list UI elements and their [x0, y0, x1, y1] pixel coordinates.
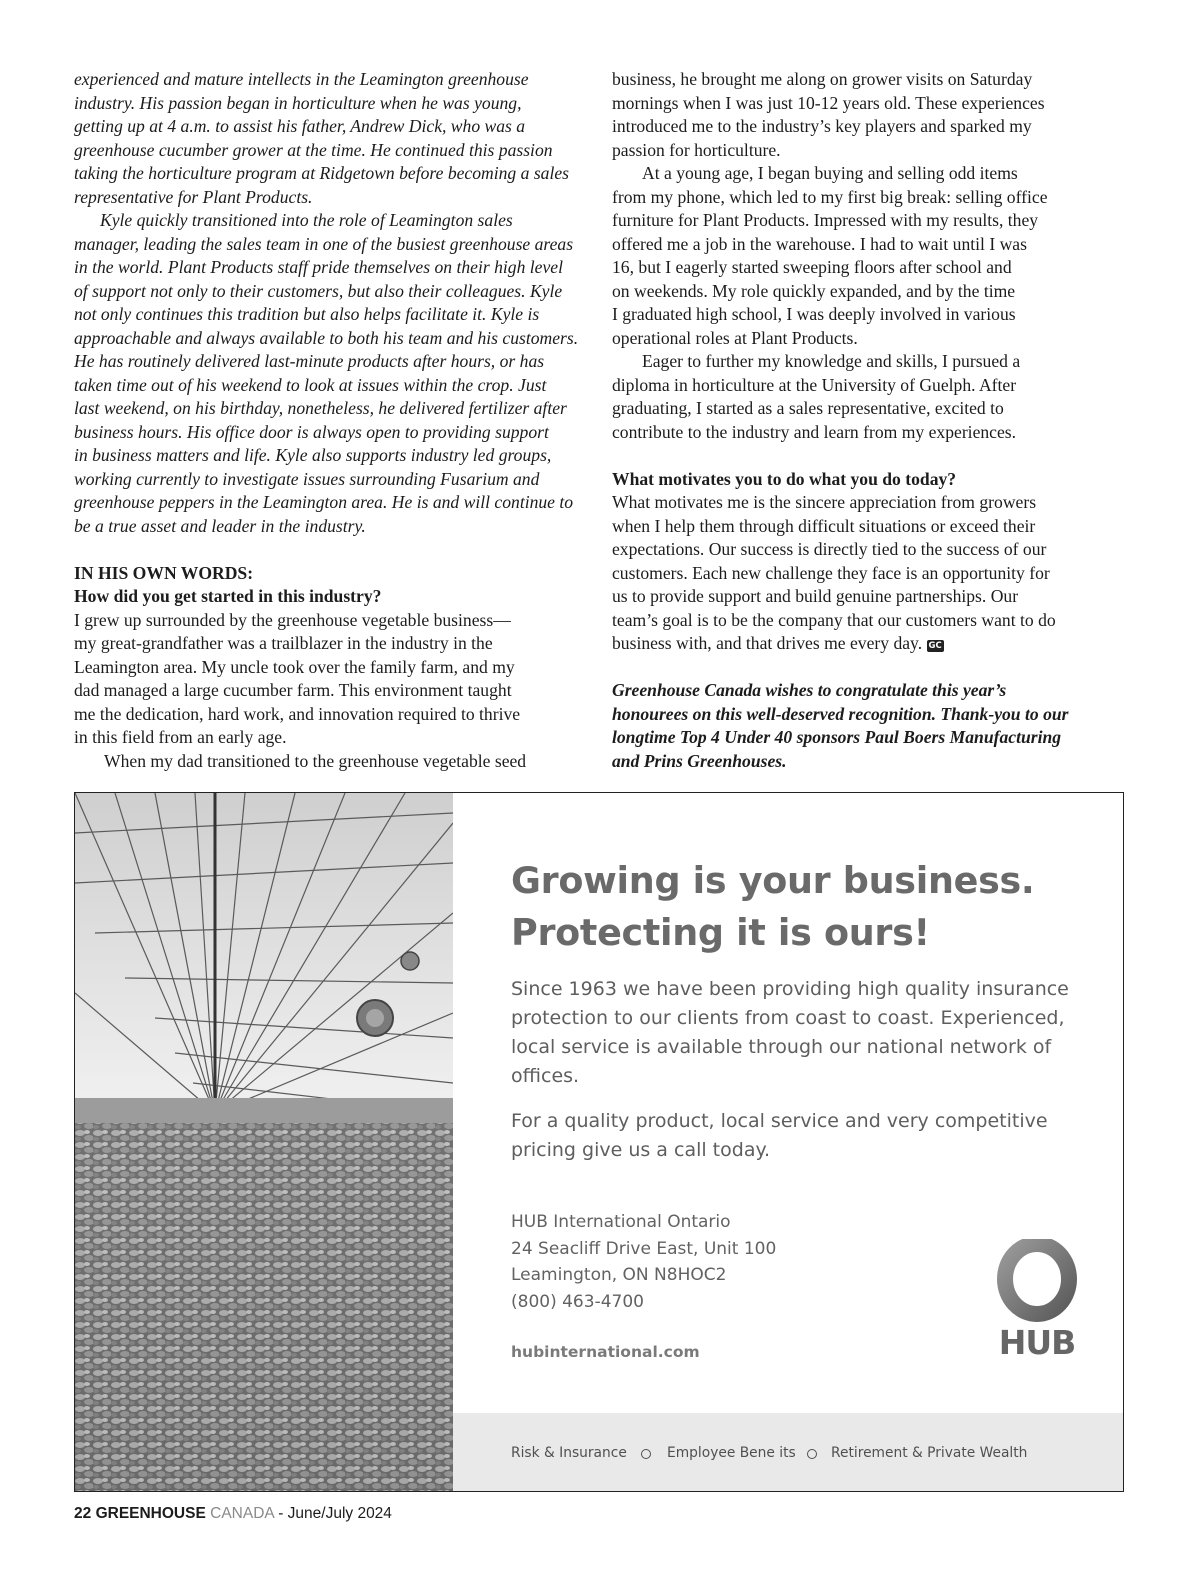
service-risk-insurance: Risk & Insurance [511, 1445, 627, 1461]
issue-date: - June/July 2024 [278, 1505, 392, 1522]
text-line: team’s goal is to be the company that our customers want to do [612, 609, 1056, 630]
text-line: offered me a job in the warehouse. I had to wait until I was [612, 233, 1027, 254]
text-line: At a young age, I began buying and selling odd items [642, 163, 1018, 183]
greenhouse-photo [75, 793, 453, 1492]
text-line: industry. His passion began in horticulture when he was young, [74, 92, 522, 113]
text-line: dad managed a large cucumber farm. This environment taught [74, 680, 512, 700]
ad-body [511, 975, 1111, 1165]
text-line: What motivates me is the sincere appreciation from growers [612, 492, 1037, 512]
text-line: manager, leading the sales team in one of the busiest greenhouse areas [74, 233, 574, 254]
text-line: He has routinely delivered last-minute products after hours, or has [74, 351, 545, 371]
text-line: in the world. Plant Products staff pride themselves on their high level [74, 257, 563, 277]
text-line: I graduated high school, I was deeply involved in various [612, 304, 1016, 324]
text-line: longtime Top 4 Under 40 sponsors Paul Boers Manufacturing [612, 727, 1062, 747]
text-line: customers. Each new challenge they face is an opportunity for [612, 562, 1050, 583]
page-number: 22 [74, 1505, 92, 1522]
text-line: Kyle quickly transitioned into the role of Leamington sales [100, 210, 513, 230]
text-line: last weekend, on his birthday, nonetheless, he delivered fertilizer after [74, 398, 567, 418]
hub-advertisement [74, 792, 1124, 1492]
phone-number: (800) 463-4700 [511, 1291, 644, 1312]
text-line: approachable and always available to both his team and his customers. [74, 327, 579, 348]
text-line: 16, but I eagerly started sweeping floors after school and [612, 257, 1012, 277]
interview-answer-1-continued [612, 68, 1126, 162]
text-line: representative for Plant Products. [74, 186, 313, 207]
text-line: taken time out of his weekend to look at issues within the crop. Just [74, 374, 547, 395]
ad-body-paragraph-1: Since 1963 we have been providing high quality insurance protection to our clients from coast to coast. Experienced, local service is available through our national network of offices. [511, 978, 1069, 1087]
text-line: furniture for Plant Products. Impressed with my results, they [612, 210, 1039, 230]
text-line-content: business with, and that drives me every day. [612, 633, 923, 653]
city-postal: Leamington, ON N8HOC2 [511, 1265, 727, 1285]
article-paragraph-kyle [74, 209, 588, 538]
interview-question-2: What motivates you to do what you do today? [612, 468, 957, 489]
text-line: be a true asset and leader in the industry. [74, 515, 366, 536]
text-line: experienced and mature intellects in the Leamington greenhouse [74, 69, 529, 89]
text-line: in business matters and life. Kyle also supports industry led groups, [74, 445, 552, 465]
text-line: working currently to investigate issues surrounding Fusarium and [74, 468, 540, 489]
text-line: operational roles at Plant Products. [612, 327, 858, 348]
text-line: on weekends. My role quickly expanded, and by the time [612, 280, 1016, 301]
interview-answer-1 [74, 609, 588, 774]
magazine-name: GREENHOUSE [95, 1505, 206, 1522]
website-link[interactable]: hubinternational.com [511, 1343, 700, 1361]
street-address: 24 Seacliff Drive East, Unit 100 [511, 1238, 777, 1259]
text-line: honourees on this well-deserved recognition. Thank-you to our [612, 703, 1069, 724]
closing-note [612, 679, 1126, 773]
bullet-icon [807, 1449, 817, 1459]
ad-headline-line-2: Protecting it is ours! [511, 911, 930, 954]
interview-answer-1-paragraph-3 [612, 350, 1126, 444]
article-intro-paragraph [74, 68, 588, 209]
ad-body-paragraph-2: For a quality product, local service and very competitive pricing give us a call today. [511, 1110, 1048, 1161]
text-line: Greenhouse Canada wishes to congratulate this year’s [612, 680, 1007, 700]
text-line: greenhouse peppers in the Leamington area. He is and will continue to [74, 492, 574, 512]
bullet-icon [641, 1449, 651, 1459]
ad-address-block [511, 1209, 776, 1315]
text-line: us to provide support and build genuine partnerships. Our [612, 586, 1019, 606]
text-line: introduced me to the industry’s key players and sparked my [612, 116, 1032, 136]
service-employee-benefits: Employee Bene its [667, 1445, 796, 1461]
text-line: contribute to the industry and learn from my experiences. [612, 421, 1017, 442]
text-line: taking the horticulture program at Ridgetown before becoming a sales [74, 163, 570, 183]
text-line: greenhouse cucumber grower at the time. He continued this passion [74, 139, 553, 160]
text-line: not only continues this tradition but also helps facilitate it. Kyle is [74, 304, 540, 324]
text-line [612, 632, 1126, 656]
article-left-column [74, 68, 588, 773]
text-line: business, he brought me along on grower visits on Saturday [612, 69, 1033, 89]
interview-question-1: How did you get started in this industry? [74, 586, 382, 606]
ad-services-bar [453, 1413, 1123, 1491]
interview-answer-2 [612, 491, 1126, 656]
service-retirement-wealth: Retirement & Private Wealth [831, 1445, 1028, 1461]
page-footer [74, 1505, 392, 1523]
text-line: diploma in horticulture at the University of Guelph. After [612, 374, 1017, 395]
ad-copy [511, 855, 1111, 1181]
text-line: me the dedication, hard work, and innovation required to thrive [74, 703, 521, 724]
company-name: HUB International Ontario [511, 1212, 731, 1232]
text-line: when I help them through difficult situations or exceed their [612, 515, 1036, 536]
text-line: in this field from an early age. [74, 727, 287, 747]
interview-answer-1-paragraph-2 [612, 162, 1126, 350]
text-line: my great-grandfather was a trailblazer in the industry in the [74, 633, 493, 653]
hub-logo-text: HUB [998, 1323, 1076, 1362]
text-line: passion for horticulture. [612, 139, 781, 160]
text-line: business hours. His office door is always open to providing support [74, 421, 549, 442]
text-line: and Prins Greenhouses. [612, 750, 787, 771]
end-mark-icon: GC [928, 641, 942, 651]
text-line: getting up at 4 a.m. to assist his father, Andrew Dick, who was a [74, 116, 526, 136]
article-right-column [612, 68, 1126, 773]
text-line: of support not only to their customers, but also their colleagues. Kyle [74, 280, 563, 301]
text-line: graduating, I started as a sales representative, excited to [612, 398, 1004, 418]
text-line: Leamington area. My uncle took over the family farm, and my [74, 656, 515, 677]
magazine-country: CANADA [210, 1505, 274, 1522]
text-line: mornings when I was just 10-12 years old. These experiences [612, 92, 1045, 113]
text-line: Eager to further my knowledge and skills, I pursued a [642, 351, 1021, 371]
section-heading: IN HIS OWN WORDS: [74, 562, 254, 583]
text-line: from my phone, which led to my first big break: selling office [612, 186, 1048, 207]
text-line: I grew up surrounded by the greenhouse vegetable business— [74, 609, 511, 630]
text-line: expectations. Our success is directly tied to the success of our [612, 539, 1047, 559]
ad-headline-line-1: Growing is your business. [511, 859, 1035, 902]
text-line: When my dad transitioned to the greenhouse vegetable seed [104, 750, 527, 771]
